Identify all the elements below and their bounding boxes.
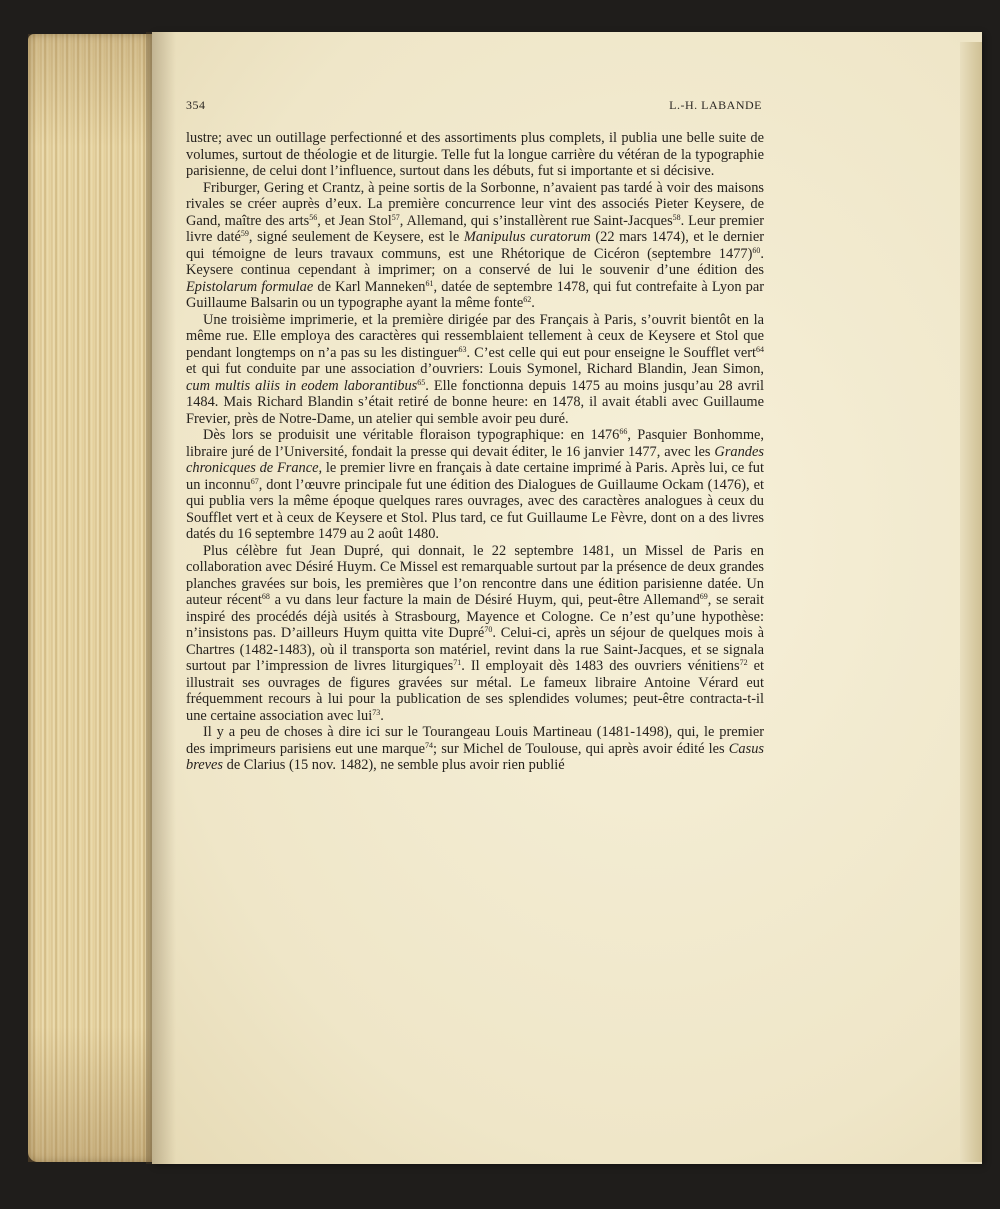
text-run: Friburger, Gering et Crantz, à peine sortis de la Sorbonne, n’avaient pas tardé à voir des maisons rivales se créer auprès d’eux. La première concurrence leur vint des associés Pieter Keysere, de Gand, maître des arts [186,179,764,229]
text-run: . Il employait dès 1483 des ouvriers vénitiens [461,658,740,674]
page-header [186,98,762,118]
footnote-ref: 67 [250,476,259,486]
text-run: Dès lors se produisit une véritable floraison typographique: en 1476 [203,427,620,443]
text-run: et illustrait ses ouvrages de figures gravées sur métal. Le fameux libraire Antoine Vérard eut fréquemment recours à lui pour la publication de ses splendides volumes; peut-être contracta-t-il une certaine association avec lui [186,658,764,724]
text-run: . [380,707,384,724]
text-run: a vu dans leur facture la main de Désiré Huym, qui, peut-être Allemand [269,592,700,608]
paragraph [186,180,764,312]
text-run: Plus célèbre fut Jean Dupré, qui donnait, le 22 septembre 1481, un Missel de Paris en collaboration avec Désiré Huym. Ce Missel est remarquable surtout par la présence de deux grandes planches gravées sur bois, les premières que l’on rencontre dans une édition parisienne datée. Un auteur récent [186,542,764,608]
paragraph [186,724,764,774]
text-run: , Pasquier Bonhomme, libraire juré de l’Université, fondait la presse qui devait éditer, le 16 janvier 1477, avec les [186,427,765,460]
footnote-ref: 58 [672,212,681,222]
footnote-ref: 73 [372,707,381,717]
text-run: , Allemand, qui s’installèrent rue Saint-Jacques [399,212,673,229]
text-run: lustre; avec un outillage perfectionné et des assortiments plus complets, il publia une belle suite de volumes, surtout de théologie et de liturgie. Telle fut la longue carrière du vétéran de la typographie parisienne, de celui dont l’influence, surtout dans les débuts, fut si importante et si décisive. [186,130,764,179]
text-run: , et Jean Stol [317,212,392,229]
footnote-ref: 64 [756,344,764,354]
text-run: . Elle fonctionna depuis 1475 au moins jusqu’au 28 avril 1484. Mais Richard Blandin s’était retiré de bonne heure: en 1478, il avait établi avec Guillaume Frevier, près de Notre-Dame, un atelier qui semble avoir peu duré. [186,377,765,427]
footnote-ref: 70 [484,625,493,634]
footnote-ref: 60 [752,245,761,255]
paragraph [186,543,764,725]
italic-title: Grandes chronicques de France, [186,443,764,476]
footnote-ref: 74 [425,740,434,750]
footnote-ref: 62 [523,295,532,304]
text-run: de Karl Manneken [313,278,426,295]
text-run: , datée de septembre 1478, qui fut contrefaite à Lyon par Guillaume Balsarin ou un typographe ayant la même fonte [186,278,765,311]
text-run: . [531,295,535,311]
text-run: . Keysere continua cependant à imprimer; on a conservé de lui le souvenir d’une édition des [186,245,764,278]
text-run: , signé seulement de Keysere, est le [248,229,464,245]
italic-title: cum multis aliis in eodem laborantibus [186,377,418,394]
text-run: . Celui-ci, après un séjour de quelques mois à Chartres (1482-1483), où il transporta son matériel, revint dans la rue Saint-Jacques, et se signala surtout par l’impression de livres liturgiques [186,625,764,674]
italic-title: Casus breves [186,740,764,773]
italic-title: Manipulus curatorum [463,229,591,245]
text-run: . C’est celle qui eut pour enseigne le Soufflet vert [466,344,756,361]
footnote-ref: 63 [458,344,467,354]
text-run: (22 mars 1474), et le dernier qui témoigne de leurs travaux communs, est une Rhétorique de Cicéron (septembre 1477) [186,229,764,262]
text-run: , se serait inspiré des procédés déjà usités à Strasbourg, Mayence et Cologne. Ce n’est qu’une hypothèse: n’insistons pas. D’ailleurs Huym quitta vite Dupré [186,592,764,641]
text-run: Une troisième imprimerie, et la première dirigée par des Français à Paris, s’ouvrit bientôt en la même rue. Elle employa des caractères qui ressemblaient tellement à ceux de Keysere et Stol que pendant longtemps on n’a pas su les distinguer [186,311,764,361]
page-number: 354 [186,98,206,112]
text-run: et qui fut conduite par une association d’ouvriers: Louis Symonel, Richard Blandin, Jean Simon, [186,361,764,377]
italic-title: Epistolarum formulae [186,278,314,295]
running-head: L.-H. LABANDE [669,98,762,112]
paragraph [186,312,764,428]
footnote-ref: 68 [261,592,270,601]
page-gutter [960,42,982,1162]
body-text [186,130,764,774]
text-run: , dont l’œuvre principale fut une édition des Dialogues de Guillaume Ockam (1476), et qui publia vers la même époque quelques rares ouvrages, avec des caractères analogues à ceux du Soufflet vert et à ceux de Keysere et Stol. Plus tard, ce fut Guillaume Le Fèvre, dont on a des livres datés du 16 septembre 1479 au 2 août 1480. [186,476,764,542]
footnote-ref: 59 [240,229,249,238]
footnote-ref: 65 [417,377,426,387]
binding-shadow [146,32,176,1164]
paragraph [186,130,764,180]
text-run: . Leur premier livre daté [186,212,765,245]
footnote-ref: 71 [453,658,462,667]
text-run: de Clarius (15 nov. 1482), ne semble plus avoir rien publié [223,757,565,773]
footnote-ref: 66 [619,427,628,436]
footnote-ref: 57 [391,212,400,222]
footnote-ref: 61 [425,278,434,288]
text-run: Il y a peu de choses à dire ici sur le Tourangeau Louis Martineau (1481-1498), qui, le premier des imprimeurs parisiens eut une marque [186,724,764,757]
footnote-ref: 56 [309,212,318,222]
footnote-ref: 72 [739,658,748,667]
paragraph [186,427,764,543]
footnote-ref: 69 [699,592,708,601]
text-run: ; sur Michel de Toulouse, qui après avoir édité les [433,740,729,757]
text-run: le premier livre en français à date certaine imprimé à Paris. Après lui, ce fut un inconnu [186,460,765,493]
page-edges [28,34,158,1162]
